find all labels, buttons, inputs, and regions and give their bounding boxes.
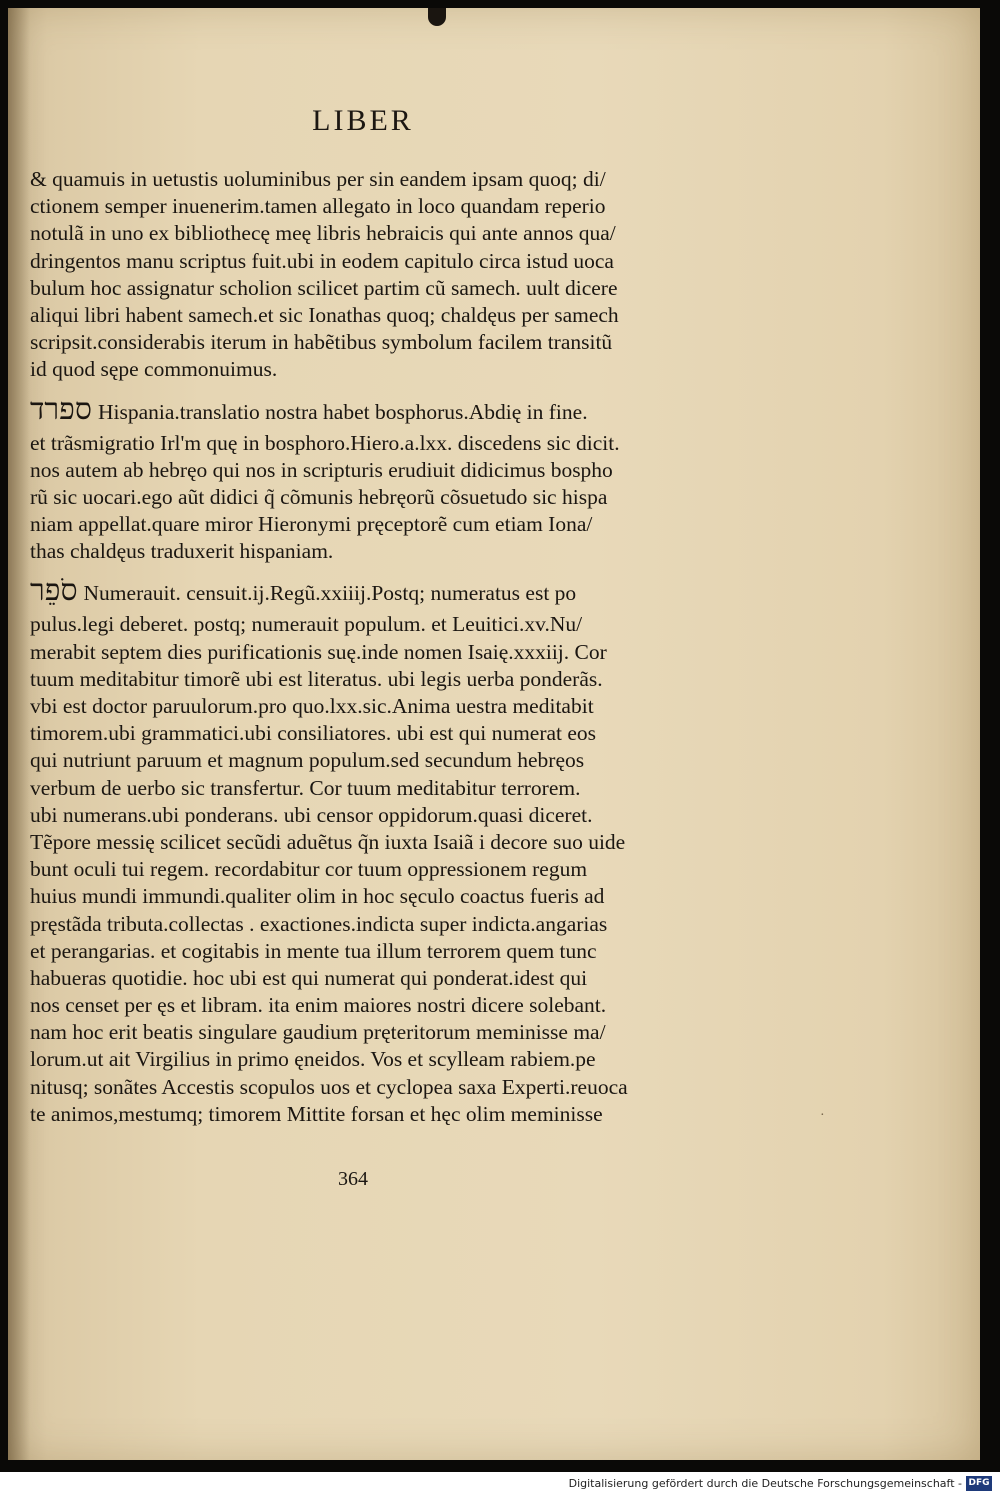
text-line: huius mundi immundi.qualiter olim in hoc sęculo coactus fueris ad [30,884,605,909]
text-line: nitusq; sonãtes Accestis scopulos uos et cyclopea saxa Experti.reuoca [30,1074,628,1099]
hebrew-headword: ספרד [30,391,92,427]
text-line: lorum.ut ait Virgilius in primo ęneidos. Vos et scylleam rabiem.pe [30,1047,596,1072]
text-line: notulã in uno ex bibliothecę meę libris hebraicis qui ante annos qua/ [30,221,616,246]
text-line: pulus.legi deberet. postq; numerauit populum. et Leuitici.xv.Nu/ [30,612,583,637]
text-line: aliqui libri habent samech.et sic Ionathas quoq; chaldęus per samech [30,302,619,327]
text-line: tuum meditabitur timorẽ ubi est literatus. ubi legis uerba ponderãs. [30,666,603,691]
entry-first-line: Hispania.translatio nostra habet bosphorus.Abdię in fine. [97,399,588,424]
body-text [30,166,690,1128]
text-line: dringentos manu scriptus fuit.ubi in eodem capitulo circa istud uoca [30,248,614,273]
text-line: rũ sic uocari.ego aũt didici q̃ cõmunis hebręorũ cõsuetudo sic hispa [30,484,608,509]
paper-speck: · [820,1108,825,1123]
text-line: nos autem ab hebręo qui nos in scripturis erudiuit didicimus bospho [30,457,613,482]
paragraph-1 [30,166,690,384]
entry-first-line: Numerauit. censuit.ij.Regũ.xxiiij.Postq; numeratus est po [83,581,577,606]
book-page [8,8,980,1460]
text-line: vbi est doctor paruulorum.pro quo.lxx.sic.Anima uestra meditabit [30,694,594,718]
text-line: & quamuis in uetustis uoluminibus per sin eandem ipsam quoq; di/ [30,167,606,191]
hebrew-headword: סֹפֵר [30,573,78,609]
text-line: bulum hoc assignatur scholion scilicet partim cũ samech. uult dicere [30,275,618,300]
text-line: nos censet per ęs et libram. ita enim maiores nostri dicere solebant. [30,993,607,1018]
text-line: et perangarias. et cogitabis in mente tua illum terrorem quem tunc [30,938,597,963]
text-line: et trãsmigratio Irl'm quę in bosphoro.Hiero.a.lxx. discedens sic dicit. [30,430,620,455]
page-number: 364 [338,1168,368,1190]
text-line: qui nutriunt paruum et magnum populum.sed secundum hebręos [30,748,585,773]
text-line: scripsit.considerabis iterum in habẽtibus symbolum facilem transitũ [30,330,613,355]
dfg-logo-icon: DFG [966,1476,992,1491]
running-title: LIBER [312,104,414,137]
text-line: bunt oculi tui regem. recordabitur cor tuum oppressionem regum [30,857,588,882]
entry-hispania [30,390,690,566]
entry-numerauit [30,571,690,1128]
text-line: verbum de uerbo sic transfertur. Cor tuum meditabitur terrorem. [30,775,581,800]
text-line: ubi numerans.ubi ponderans. ubi censor oppidorum.quasi diceret. [30,802,593,827]
text-line: timorem.ubi grammatici.ubi consiliatores. ubi est qui numerat eos [30,721,597,746]
text-line: nam hoc erit beatis singulare gaudium pręteritorum meminisse ma/ [30,1020,606,1045]
footer-credit: Digitalisierung gefördert durch die Deutsche Forschungsgemeinschaft - [568,1477,962,1490]
text-line: thas chaldęus traduxerit hispaniam. [30,539,334,564]
text-line: habueras quotidie. hoc ubi est qui numerat qui ponderat.idest qui [30,965,588,990]
text-line: niam appellat.quare miror Hieronymi pręceptorẽ cum etiam Iona/ [30,512,593,537]
text-line: Tẽpore messię scilicet secũdi aduẽtus q̃n iuxta Isaiã i decore suo uide [30,829,626,854]
text-line: ctionem semper inuenerim.tamen allegato in loco quandam reperio [30,194,606,219]
digitization-footer [0,1472,1000,1496]
text-line: te animos,mestumq; timorem Mittite forsan et hęc olim meminisse [30,1101,603,1126]
text-line: merabit septem dies purificationis suę.inde nomen Isaię.xxxiij. Cor [30,639,607,664]
page-binding-mark [428,8,446,26]
text-line: id quod sępe commonuimus. [30,357,278,382]
text-line: pręstãda tributa.collectas . exactiones.indicta super indicta.angarias [30,911,608,936]
